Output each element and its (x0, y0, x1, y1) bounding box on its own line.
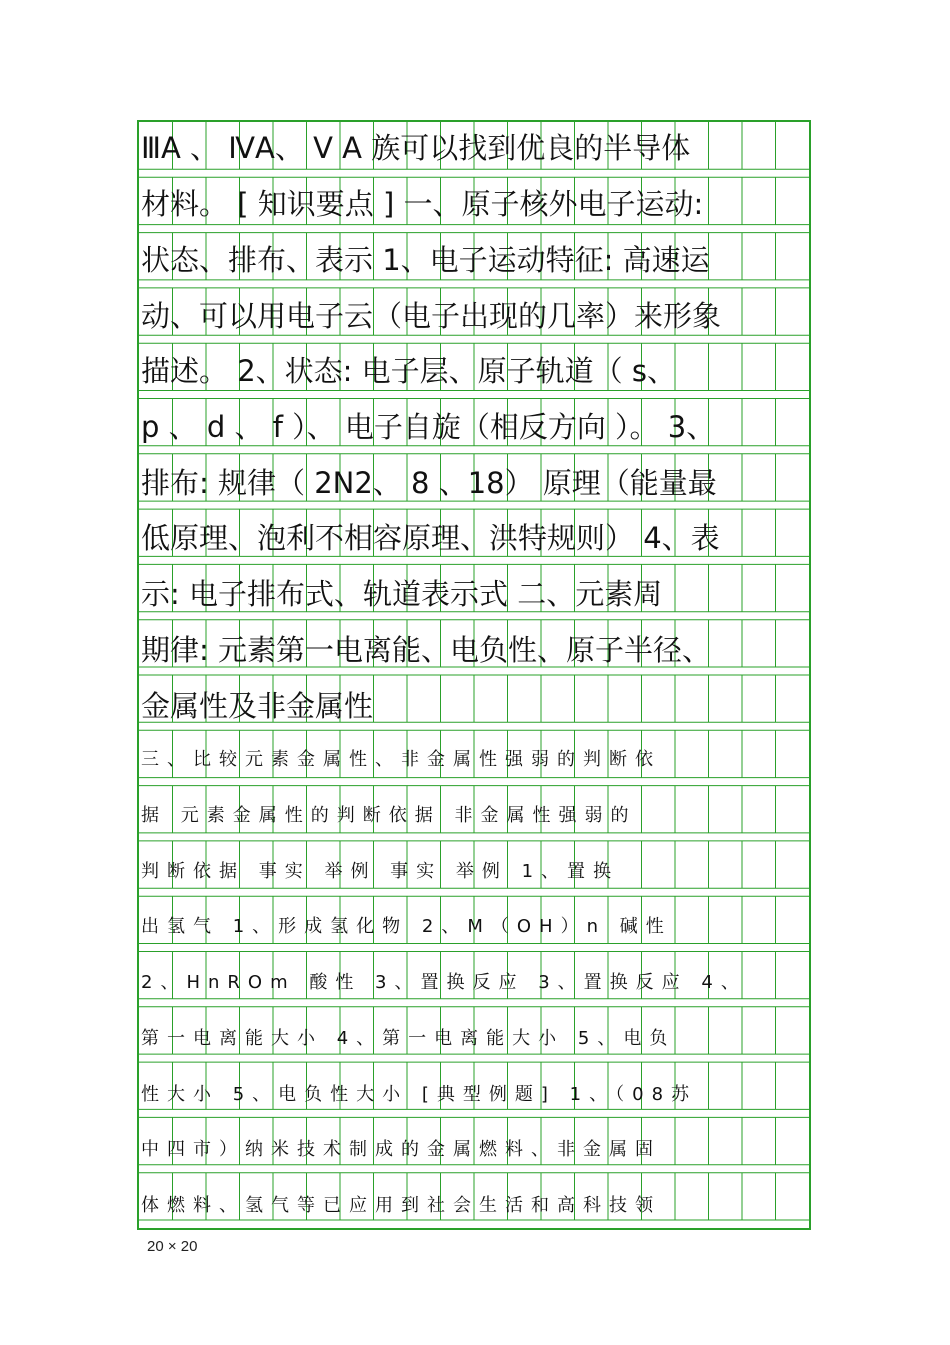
text-line-1: ⅢA 、 ⅣA、 Ⅴ A 族可以找到优良的半导体 (141, 131, 691, 165)
text-line-2: 材料。 [ 知识要点 ] 一、原子核外电子运动: (141, 187, 704, 221)
text-line-15: 出氢气 1、形成氢化物 2、M（OH）n 碱性 (141, 916, 672, 937)
text-line-16: 2、HnROm 酸性 3、置换反应 3、置换反应 4、 (141, 972, 747, 993)
text-line-17: 第一电离能大小 4、第一电离能大小 5、电负 (141, 1028, 676, 1049)
text-line-20: 体燃料、氢气等已应用到社会生活和高科技领 (141, 1195, 661, 1216)
grid-size-label: 20 × 20 (147, 1238, 198, 1255)
text-line-7: 排布: 规律（ 2N2、 8 、18） 原理（能量最 (141, 466, 717, 500)
text-line-5: 描述。 2、状态: 电子层、原子轨道（ s、 (141, 354, 676, 388)
text-line-18: 性大小 5、电负性大小 [典型例题] 1、（08苏 (141, 1084, 698, 1105)
text-line-12: 三、比较元素金属性、非金属性强弱的判断依 (141, 749, 661, 770)
text-line-11: 金属性及非金属性 (141, 689, 374, 723)
text-line-6: p 、 d 、 f ）、 电子自旋（相反方向 ）。 3、 (141, 410, 716, 444)
text-line-3: 状态、排布、表示 1、电子运动特征: 高速运 (141, 243, 710, 277)
text-line-10: 期律: 元素第一电离能、电负性、原子半径、 (141, 633, 711, 667)
text-line-13: 据 元素金属性的判断依据 非金属性强弱的 (141, 805, 637, 826)
text-line-14: 判断依据 事实 举例 事实 举例 1、置换 (141, 861, 620, 882)
grid-lines (139, 122, 809, 1228)
text-line-9: 示: 电子排布式、轨道表示式 二、元素周 (141, 577, 663, 611)
text-line-4: 动、可以用电子云（电子出现的几率）来形象 (141, 299, 722, 333)
manuscript-grid-sheet (137, 120, 811, 1230)
text-line-19: 中四市）纳米技术制成的金属燃料、非金属固 (141, 1139, 661, 1160)
text-line-8: 低原理、泡利不相容原理、洪特规则） 4、表 (141, 521, 720, 555)
